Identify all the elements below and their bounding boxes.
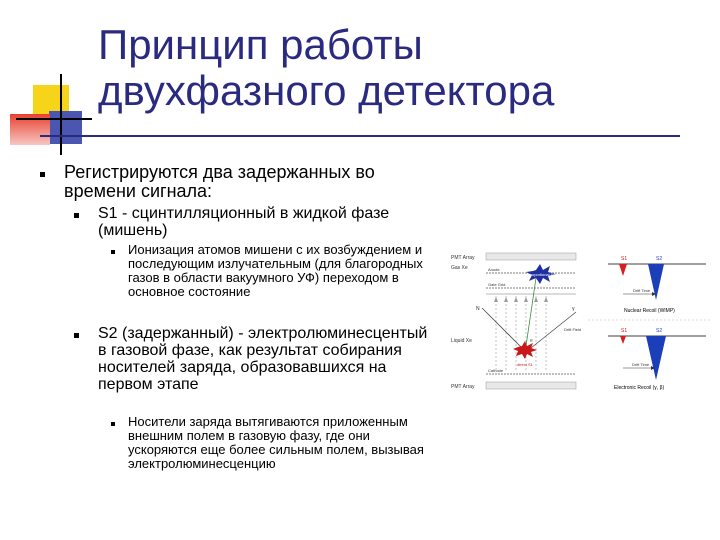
nuclear-recoil-label: Nuclear Recoil (WIMP) xyxy=(624,308,675,314)
anode-label: Anode xyxy=(488,267,500,272)
signal-waveforms xyxy=(588,250,712,398)
s2-flash-label: proportional S2 xyxy=(528,272,556,277)
gas-xe-label: Gas Xe xyxy=(451,265,468,271)
bottom-s1-label: S1 xyxy=(621,328,628,334)
deco-horizontal-line xyxy=(16,118,92,120)
cathode-label: Cathode xyxy=(488,368,504,373)
slide-title xyxy=(98,22,658,114)
s2-detail-text: Носители заряда вытягиваются приложенным внешним полем в газовую фазу, где они ускоряются еще более сильным полем, вызывая электролюминесценцию xyxy=(128,414,424,471)
gamma-label: γ xyxy=(572,306,575,312)
detector-diagram xyxy=(448,250,582,394)
electron-label: e xyxy=(530,338,533,344)
bullet-marker xyxy=(74,333,79,338)
neutron-label: N xyxy=(476,306,480,312)
s1-flash-label: direct S1 xyxy=(517,362,533,367)
bullet-marker xyxy=(74,213,79,218)
title-underline xyxy=(40,135,680,137)
bottom-drift-time-label: Drift Time xyxy=(632,362,650,367)
bullet-marker xyxy=(111,422,115,426)
pmt-bottom-label: PMT Array xyxy=(451,384,475,390)
bullet-marker xyxy=(40,172,45,177)
pmt-top-label: PMT Array xyxy=(451,255,475,261)
s1-bullet-text: S1 - сцинтилляционный в жидкой фазе (мишень) xyxy=(98,205,390,239)
title-line-2: двухфазного детектора xyxy=(98,67,555,114)
title-line-1: Принцип работы xyxy=(98,21,423,68)
deco-blue-square xyxy=(49,111,82,144)
bullet-marker xyxy=(111,250,115,254)
liquid-xe-label: Liquid Xe xyxy=(451,338,472,344)
top-s2-label: S2 xyxy=(656,256,663,262)
top-drift-time-label: Drift Time xyxy=(633,288,651,293)
top-s1-label: S1 xyxy=(621,256,628,262)
gate-grid-label: Gate Grid xyxy=(488,282,506,287)
deco-vertical-line xyxy=(60,74,62,155)
electronic-recoil-label: Electronic Recoil (γ, β) xyxy=(614,385,665,391)
s2-bullet-text: S2 (задержанный) - электролюминесцентый в газовой фазе, как результат собирания носителей заряда, образовавшихся на первом этапе xyxy=(98,325,428,393)
s1-detail-text: Ионизация атомов мишени с их возбуждением и последующим излучательным (для благородных газов в области вакуумного УФ) переходом в основное состояние xyxy=(128,242,423,299)
bottom-s2-label: S2 xyxy=(656,328,663,334)
main-bullet-text: Регистрируются два задержанных во времени сигнала: xyxy=(64,162,375,201)
drift-field-label: Drift Field xyxy=(564,327,582,332)
